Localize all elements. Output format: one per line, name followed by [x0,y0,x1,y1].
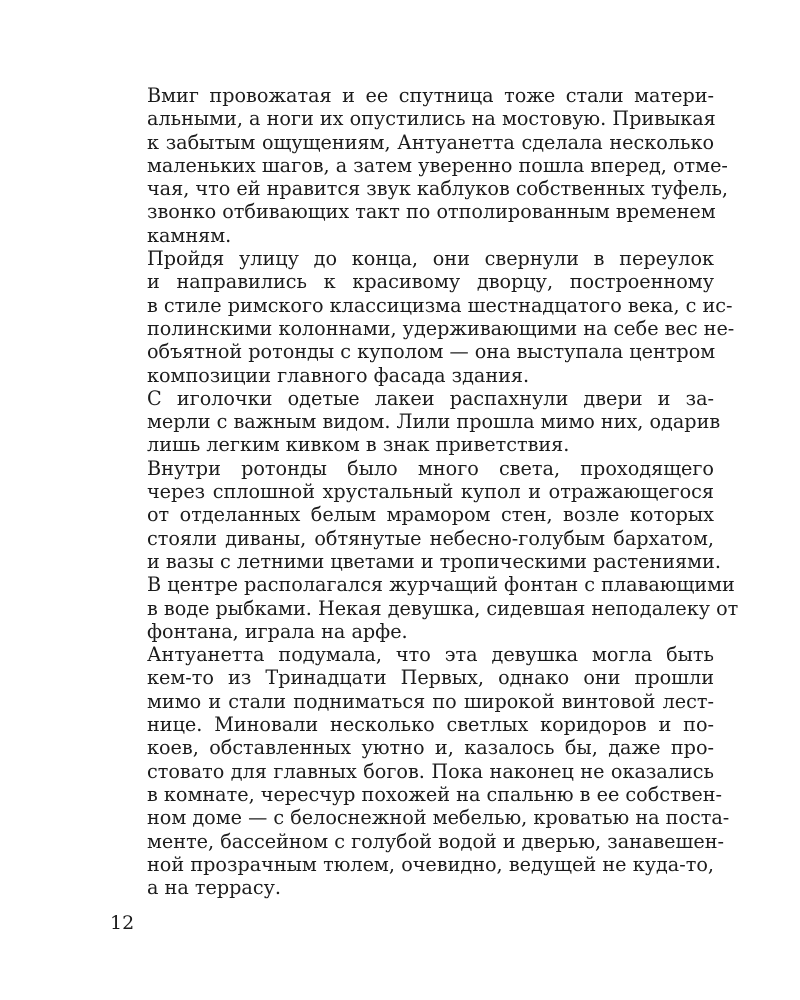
text-line: мимо и стали подниматься по широкой винтовой лест- [147,689,714,713]
text-line: ной прозрачным тюлем, очевидно, ведущей не куда-то, [147,852,714,876]
text-line: в стиле римского классицизма шестнадцатого века, с ис- [147,293,733,317]
text-line: альными, а ноги их опустились на мостовую. Привыкая [147,107,716,131]
text-line: а на террасу. [147,876,281,900]
page-number: 12 [110,912,135,934]
text-line: и вазы с летними цветами и тропическими растениями. [147,549,721,573]
text-line: в комнате, чересчур похожей на спальню в ее собствен- [147,782,723,806]
text-line: стовато для главных богов. Пока наконец не оказались [147,759,714,783]
text-line: стояли диваны, обтянутые небесно-голубым бархатом, [147,526,714,550]
text-line: объятной ротонды с куполом — она выступала центром [147,340,716,364]
text-line: менте, бассейном с голубой водой и дверью, занавешен- [147,829,725,853]
text-line: маленьких шагов, а затем уверенно пошла вперед, отме- [147,153,728,177]
text-line: и направились к красивому дворцу, построенному [147,270,714,294]
text-line: от отделанных белым мрамором стен, возле которых [147,503,714,527]
text-line: чая, что ей нравится звук каблуков собственных туфель, [147,177,728,201]
text-line: кем-то из Тринадцати Первых, однако они прошли [147,666,714,690]
text-line: Внутри ротонды было много света, проходящего [147,456,714,480]
text-line: В центре располагался журчащий фонтан с плавающими [147,573,735,597]
text-line: звонко отбивающих такт по отполированным временем [147,200,716,224]
text-line: Антуанетта подумала, что эта девушка могла быть [147,643,714,667]
text-line: к забытым ощущениям, Антуанетта сделала несколько [147,130,714,154]
page-body [110,84,739,900]
text-line: лишь легким кивком в знак приветствия. [147,433,570,457]
text-line: фонтана, играла на арфе. [147,619,408,643]
paragraph-2 [110,247,735,387]
text-line: мерли с важным видом. Лили прошла мимо них, одарив [147,410,721,434]
paragraph-1 [110,84,728,247]
text-line: через сплошной хрустальный купол и отражающегося [147,480,714,504]
text-line: ном доме — с белоснежной мебелью, кроватью на поста- [147,806,730,830]
text-line: нице. Миновали несколько светлых коридоров и по- [147,713,714,737]
text-line: коев, обставленных уютно и, казалось бы, даже про- [147,736,714,760]
paragraph-4 [110,456,739,643]
text-line: в воде рыбками. Некая девушка, сидевшая неподалеку от [147,596,739,620]
text-line: полинскими колоннами, удерживающими на себе вес не- [147,316,735,340]
text-line: С иголочки одетые лакеи распахнули двери и за- [147,386,714,410]
text-line: камням. [147,223,232,247]
text-line: композиции главного фасада здания. [147,363,530,387]
paragraph-3 [110,386,721,457]
paragraph-5 [110,643,730,900]
text-line: Вмиг провожатая и ее спутница тоже стали матери- [147,84,714,107]
text-line: Пройдя улицу до конца, они свернули в переулок [147,247,714,271]
